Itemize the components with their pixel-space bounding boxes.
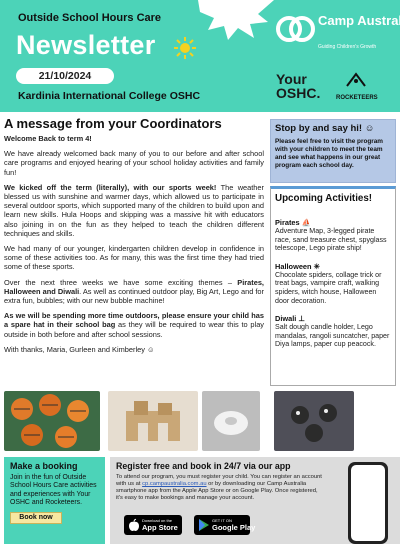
coordinators-message (4, 134, 264, 360)
activity-item (275, 314, 391, 349)
booking-title: Make a booking (10, 461, 78, 471)
activity-name: Diwali (275, 314, 297, 324)
message-paragraph (4, 278, 264, 306)
register-link[interactable]: cp.campaustralia.com.au (142, 481, 207, 487)
spider-icon: ✳ (313, 261, 320, 271)
rocket-icon (345, 72, 367, 88)
smiley-icon: ☺ (146, 344, 155, 354)
make-booking-panel (4, 457, 105, 544)
pirate-ship-icon: ⛵ (301, 218, 311, 227)
activity-name: Pirates (275, 218, 300, 227)
register-title: Register free and book in 24/7 via our app (116, 461, 291, 471)
smiley-icon: ☺ (364, 123, 375, 134)
camp-australia-name: Camp Australia (318, 13, 413, 28)
hat-reminder-rest: as they will be required to wear this to play outside in both before and after school sessions. (4, 320, 264, 339)
phone-app-image (348, 462, 388, 544)
upcoming-activities-panel (270, 186, 396, 386)
google-play-icon (199, 519, 209, 531)
stop-by-panel (270, 119, 396, 183)
app-store-button[interactable] (124, 515, 182, 535)
google-play-big: Google Play (212, 523, 256, 532)
message-paragraph: We have already welcomed back many of you to our before and after school care programs and enjoyed hearing of your school holiday activities and family fun! (4, 149, 264, 177)
sun-icon (174, 37, 196, 59)
message-heading: A message from your Coordinators (4, 116, 222, 131)
google-play-button[interactable] (194, 515, 256, 535)
booking-text: Join in the fun of Outside School Hours Care activities and experiences with Your OSHC and Rocketeers. (10, 474, 97, 507)
book-now-button[interactable]: Book now (10, 512, 62, 524)
app-store-big: App Store (142, 523, 178, 532)
header-date: 21/10/2024 (16, 68, 114, 84)
your-oshc-logo: Your OSHC. (276, 71, 321, 101)
starburst-decoration-icon (198, 0, 274, 40)
upcoming-title: Upcoming Activities! (275, 193, 373, 204)
stop-by-text: Please feel free to visit the program with your children to meet the team and see what happens in our great program each school day. (275, 138, 383, 169)
apple-icon (129, 519, 139, 531)
activity-description: Chocolate spiders, collage trick or treat bags, vampire craft, walking spiders, witch house, Halloween door decoration. (275, 270, 382, 305)
rocketeers-name: ROCKETEERS (336, 95, 378, 101)
stop-by-title (271, 120, 395, 134)
activity-item (275, 262, 391, 305)
app-store-small: Download on the (142, 518, 173, 523)
camp-australia-logo (276, 13, 413, 50)
stop-by-title-text: Stop by and say hi! (275, 123, 363, 134)
themes-intro: Over the next three weeks we have some exciting themes – (4, 277, 238, 287)
register-text-start: To attend our program, you must register your child. You can register an account with us at (116, 474, 322, 487)
activity-description: Adventure Map, 3-legged pirate race, sand treasure chest, spyglass telescope, Lego pirate ship! (275, 227, 387, 253)
welcome-line: Welcome Back to term 4! (4, 134, 92, 143)
photo-wooden-blocks (108, 391, 198, 451)
camp-australia-icon (276, 14, 314, 44)
sports-week-lead: We kicked off the term (literally), with our sports week! (4, 182, 217, 192)
message-paragraph (4, 311, 264, 339)
rocketeers-logo (336, 72, 376, 101)
activity-item (275, 218, 391, 253)
signoff (4, 345, 264, 354)
themes-list: Pirates, Halloween and Diwali (4, 277, 264, 296)
message-paragraph: We had many of our younger, kindergarten children develop in confidence in some of these activities too. As for many, this was the first time they had tried some of these sports. (4, 244, 264, 272)
message-paragraph (4, 183, 264, 238)
google-play-small: GET IT ON (212, 518, 232, 523)
register-text-rest: or by downloading our Camp Australia smartphone app from the Apple App Store or on Google Play. Once registered, it's easy to make bookings and manage your account. (116, 481, 318, 501)
themes-rest: . As well as continued outdoor play, Big Art, Lego and for extra fun, bubbles; with our new bubble machine! (4, 286, 264, 306)
photo-spider-craft (274, 391, 354, 451)
diya-lamp-icon: ⊥ (298, 314, 305, 324)
header-title: Newsletter (16, 30, 156, 60)
photo-lamp-craft (202, 391, 260, 451)
activity-name: Halloween (275, 261, 312, 271)
hat-reminder: As we will be spending more time outdoors, please ensure your child has a spare hat in their school bag (4, 311, 264, 330)
activity-description: Salt dough candle holder, Lego mandalas, rangoli suncatcher, paper Diya lamps, paper cup peacock. (275, 323, 390, 349)
camp-australia-tagline: Guiding Children's Growth (318, 44, 377, 50)
sports-week-text: The weather blessed us with sunshine and warmer days, which allowed us to participate in several outdoor sports, which supported many of the children to build upon and learn new skills. Hula Hoops and skipping was a massive hit with educators also joining in on the fun as they helped to teach the children different techniques and skills. (4, 182, 264, 238)
header-subtitle: Outside School Hours Care (18, 12, 162, 24)
register-text (116, 474, 326, 502)
signoff-text: With thanks, Maria, Gurleen and Kimberley (4, 344, 145, 354)
newsletter-header (0, 0, 413, 112)
header-school: Kardinia International College OSHC (18, 90, 201, 102)
photo-orange-craft (4, 391, 100, 451)
